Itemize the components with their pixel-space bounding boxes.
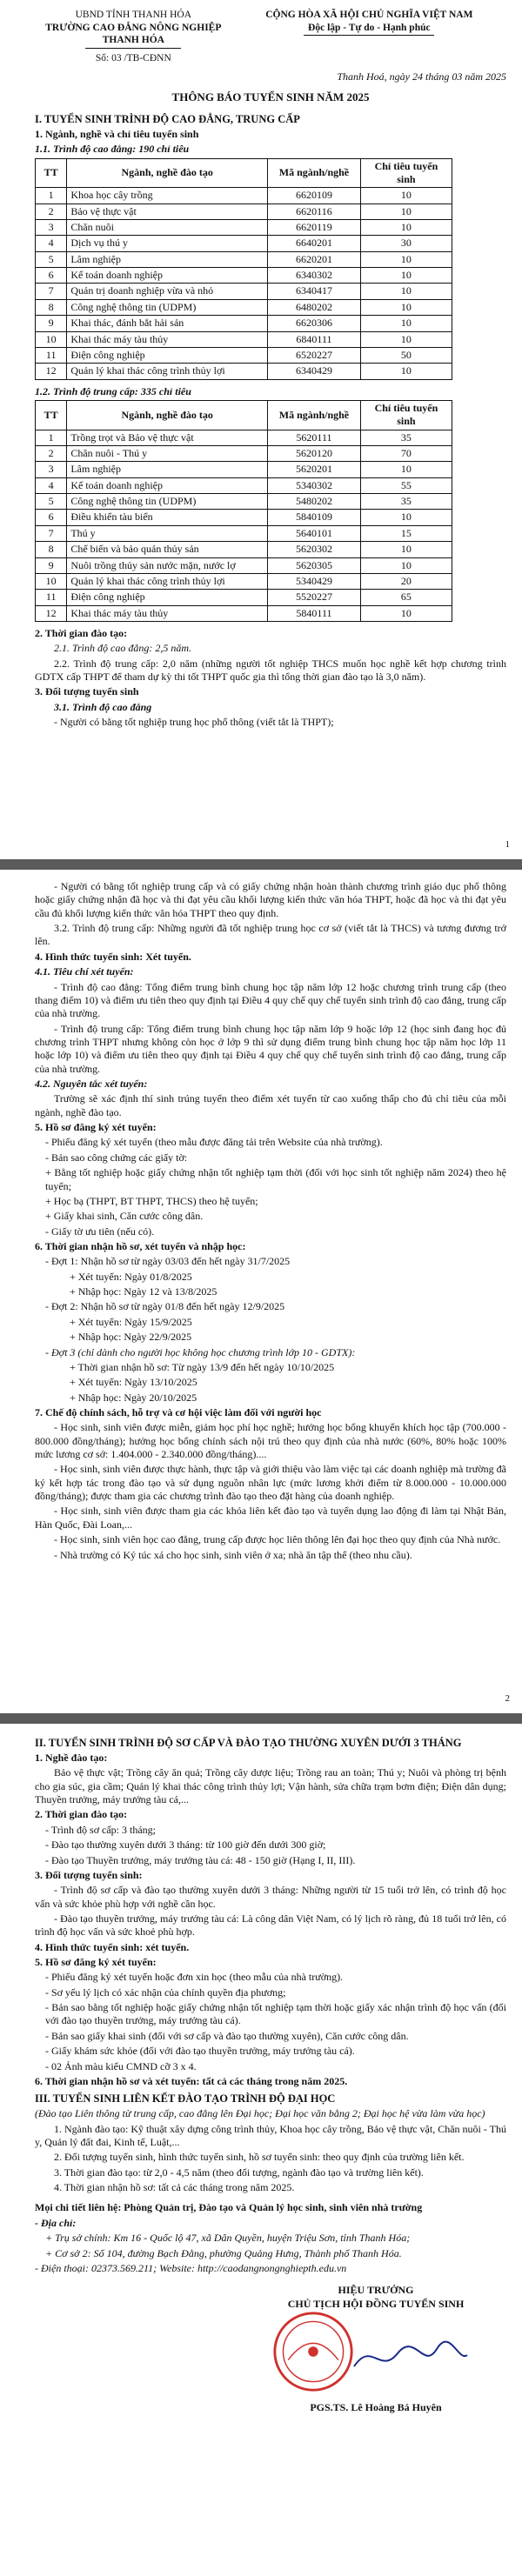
cell-ma: 5620111 [268, 430, 361, 445]
p2-para: - Học sinh, sinh viên học cao đẳng, trung cấp được học liên thông lên đại học theo quy định của Nhà nước. [54, 1533, 501, 1546]
table-row [36, 204, 452, 219]
cell-chitieu: 10 [360, 331, 452, 347]
col-chitieu: Chỉ tiêu tuyển sinh [360, 400, 452, 430]
p2-item: + Nhập học: Ngày 20/10/2025 [70, 1391, 197, 1404]
page-2 [0, 870, 522, 1713]
table-row [36, 590, 452, 605]
cell-ma: 5340429 [268, 573, 361, 589]
p3-para: - Đào tạo thuyền trưởng, máy trưởng tàu cá: Là công dân Việt Nam, có lý lịch rõ ràng, đủ 18 tuổi trở lên, có trình độ học vấn và sức khoẻ phù hợp. [35, 1912, 506, 1939]
document-title: THÔNG BÁO TUYỂN SINH NĂM 2025 [171, 90, 370, 104]
table-row [36, 525, 452, 541]
section-1-sub1: 1. Ngành, nghề và chỉ tiêu tuyển sinh [35, 127, 199, 140]
p2-item: - Bản sao công chứng các giấy tờ: [45, 1151, 188, 1164]
cell-nganh: Quản lý khai thác công trình thủy lợi [67, 364, 268, 379]
motto-rule [304, 35, 434, 36]
table-row [36, 477, 452, 493]
cell-chitieu: 10 [360, 542, 452, 557]
cell-chitieu: 10 [360, 510, 452, 525]
table-header-row [36, 400, 452, 430]
signature-block [35, 2284, 506, 2414]
p2-item: - Phiếu đăng ký xét tuyển (theo mẫu được đăng tải trên Website của nhà trường). [45, 1136, 383, 1149]
time-heading: 2. Thời gian đào tạo: [35, 627, 128, 639]
cell-tt: 11 [36, 347, 67, 363]
cell-chitieu: 10 [360, 299, 452, 315]
page-1 [0, 0, 522, 859]
cell-ma: 6620201 [268, 251, 361, 267]
cell-chitieu: 30 [360, 236, 452, 251]
cell-ma: 6340417 [268, 284, 361, 299]
cell-ma: 6340302 [268, 268, 361, 284]
p3-para: 3. Thời gian đào tạo: từ 2,0 - 4,5 năm (theo đối tượng, ngành đào tạo và trường liên kết). [54, 2166, 424, 2179]
cell-ma: 6480202 [268, 299, 361, 315]
cell-tt: 6 [36, 268, 67, 284]
signature-box [245, 2284, 506, 2414]
table-row [36, 494, 452, 510]
cell-ma: 5620120 [268, 446, 361, 462]
nation-title: CỘNG HÒA XÃ HỘI CHỦ NGHĨA VIỆT NAM [265, 10, 473, 20]
p2-para: - Học sinh, sinh viên được thực hành, thực tập và giới thiệu vào làm việc tại các doanh nghiệp mà trường đã ký kết hợp tác trong đào tạo và sử dụng nguồn nhân lực (mức lương khởi điểm từ 8.000.000 - 10.000.000 đồng/tháng); được tham gia các chương trình đào tạo theo đặt hàng của doanh nghiệp. [35, 1463, 506, 1503]
col-ma: Mã ngành/nghề [268, 158, 361, 188]
cell-chitieu: 65 [360, 590, 452, 605]
cell-tt: 12 [36, 364, 67, 379]
cell-tt: 12 [36, 605, 67, 621]
cell-chitieu: 35 [360, 494, 452, 510]
p2-item: + Giấy khai sinh, Căn cước công dân. [45, 1210, 204, 1223]
p3-heading: 2. Thời gian đào tạo: [35, 1808, 128, 1821]
cell-nganh: Khai thác máy tàu thủy [67, 605, 268, 621]
page-number: 1 [505, 838, 510, 850]
cell-nganh: Điều khiển tàu biển [67, 510, 268, 525]
p2-heading: 5. Hồ sơ đăng ký xét tuyển: [35, 1121, 157, 1134]
cell-ma: 5620302 [268, 542, 361, 557]
cell-tt: 5 [36, 251, 67, 267]
signer-subtitle: CHỦ TỊCH HỘI ĐỒNG TUYỂN SINH [287, 2297, 465, 2310]
website: Website: http://caodangnongnghiepth.edu.vn [159, 2261, 347, 2274]
p3-para: 4. Thời gian nhận hồ sơ: tất cả các tháng trong năm 2025. [54, 2181, 295, 2194]
address-heading: - Địa chỉ: [35, 2216, 77, 2229]
cell-chitieu: 10 [360, 557, 452, 573]
table-row [36, 542, 452, 557]
document-number: Số: 03 /TB-CĐNN [95, 53, 171, 64]
phone: - Điện thoại: 02373.569.211; [35, 2261, 157, 2274]
p2-item: + Xét tuyển: Ngày 13/10/2025 [70, 1376, 197, 1389]
cell-nganh: Lâm nghiệp [67, 251, 268, 267]
table-row [36, 573, 452, 589]
obj-cd: 3.1. Trình độ cao đẳng [54, 700, 152, 713]
official-seal-icon [271, 2310, 355, 2393]
p3-heading: 4. Hình thức tuyển sinh: xét tuyển. [35, 1940, 190, 1953]
p2-para: - Người có bằng tốt nghiệp trung cấp và có giấy chứng nhận hoàn thành chương trình giáo dục phổ thông hoặc giấy chứng nhận đã học và thi đạt yêu cầu khối lượng kiến thức văn hóa THPT, hoặc đã học và thi đạt yêu cầu đủ khối lượng kiến thức văn hóa THPT theo quy định. [35, 880, 506, 919]
time-tc: 2.2. Trình độ trung cấp: 2,0 năm (những người tốt nghiệp THCS muốn học nghề kết hợp chương trình GDTX cấp THPT để tham dự kỳ thi tốt THPT quốc gia thì tổng thời gian đào tạo là 3,0 năm). [35, 657, 506, 684]
cell-nganh: Nuôi trồng thủy sản nước mặn, nước lợ [67, 557, 268, 573]
page-number: 2 [505, 1692, 510, 1704]
section-1-sub12: 1.2. Trình độ trung cấp: 335 chỉ tiêu [35, 384, 191, 397]
p3-item: - Đào tạo Thuyền trưởng, máy trưởng tàu cá: 48 - 150 giờ (Hạng I, II, III). [45, 1853, 356, 1866]
cell-nganh: Thú y [67, 525, 268, 541]
p2-item: - Đợt 2: Nhận hồ sơ từ ngày 01/8 đến hết ngày 12/9/2025 [45, 1300, 285, 1313]
table-row [36, 446, 452, 462]
cell-nganh: Công nghệ thông tin (UDPM) [67, 494, 268, 510]
p2-item: + Thời gian nhận hồ sơ: Từ ngày 13/9 đến hết ngày 10/10/2025 [70, 1360, 335, 1373]
table-row [36, 557, 452, 573]
cell-nganh: Bảo vệ thực vật [67, 204, 268, 219]
signature-icon [350, 2336, 472, 2379]
cell-chitieu: 10 [360, 316, 452, 331]
p2-item: + Nhập học: Ngày 12 và 13/8/2025 [70, 1285, 218, 1298]
date-line: Thanh Hoá, ngày 24 tháng 03 năm 2025 [337, 70, 506, 83]
cell-nganh: Chế biến và bảo quản thủy sản [67, 542, 268, 557]
nation-motto: Độc lập - Tự do - Hạnh phúc [308, 22, 431, 33]
col-chitieu: Chỉ tiêu tuyển sinh [360, 158, 452, 188]
p3-heading: 1. Nghề đào tạo: [35, 1752, 108, 1764]
p2-heading: 6. Thời gian nhận hồ sơ, xét tuyển và nhập học: [35, 1239, 246, 1252]
table-row [36, 316, 452, 331]
p3-para: - Trình độ sơ cấp và đào tạo thường xuyên dưới 3 tháng: Những người từ 15 tuổi trở lên, có trình độ học vấn và sức khỏe phù hợp với nghề cần học. [35, 1884, 506, 1910]
cell-tt: 8 [36, 299, 67, 315]
cell-nganh: Công nghệ thông tin (UDPM) [67, 299, 268, 315]
cell-chitieu: 10 [360, 204, 452, 219]
p3-item: - Đào tạo thường xuyên dưới 3 tháng: từ 100 giờ đến dưới 300 giờ; [45, 1839, 326, 1852]
cell-ma: 6620116 [268, 204, 361, 219]
p2-heading: 7. Chế độ chính sách, hỗ trợ và cơ hội việc làm đối với người học [35, 1405, 322, 1418]
cell-tt: 11 [36, 590, 67, 605]
section-2-heading: II. TUYỂN SINH TRÌNH ĐỘ SƠ CẤP VÀ ĐÀO TẠO THƯỜNG XUYÊN DƯỚI 3 THÁNG [35, 1737, 462, 1749]
p3-para: 2. Đối tượng tuyển sinh, hình thức tuyển sinh, hồ sơ tuyển sinh: theo quy định của trường liên kết. [54, 2151, 465, 2164]
cell-nganh: Quản trị doanh nghiệp vừa và nhỏ [67, 284, 268, 299]
p3-para: 1. Ngành đào tạo: Kỹ thuật xây dựng công trình thủy, Khoa học cây trồng, Bảo vệ thực vật, Chăn nuôi - Thú y, Quản lý đất đai, Kinh tế, Luật,... [35, 2122, 506, 2148]
p2-item: + Học bạ (THPT, BT THPT, THCS) theo hệ tuyển; [45, 1194, 258, 1207]
cell-chitieu: 10 [360, 251, 452, 267]
p3-item: - Trình độ sơ cấp: 3 tháng; [45, 1823, 157, 1836]
cell-nganh: Khai thác, đánh bắt hải sản [67, 316, 268, 331]
cell-ma: 5520227 [268, 590, 361, 605]
cell-tt: 10 [36, 331, 67, 347]
cell-tt: 1 [36, 430, 67, 445]
cell-ma: 5620201 [268, 462, 361, 477]
table-row [36, 299, 452, 315]
p2-item: - Đợt 3 (chỉ dành cho người học không học chương trình lớp 10 - GDTX): [45, 1345, 356, 1358]
trung-cap-body [36, 430, 452, 621]
cell-nganh: Chăn nuôi [67, 220, 268, 236]
cell-tt: 5 [36, 494, 67, 510]
section-1-heading: I. TUYỂN SINH TRÌNH ĐỘ CAO ĐẲNG, TRUNG CẤP [35, 112, 300, 125]
cell-tt: 2 [36, 446, 67, 462]
cell-ma: 5640101 [268, 525, 361, 541]
p2-item: + Xét tuyển: Ngày 15/9/2025 [70, 1315, 192, 1328]
signer-name: PGS.TS. Lê Hoàng Bá Huyên [310, 2400, 442, 2413]
cell-nganh: Điện công nghiệp [67, 347, 268, 363]
org-block [35, 9, 232, 65]
cao-dang-body [36, 188, 452, 379]
p2-item: + Xét tuyển: Ngày 01/8/2025 [70, 1270, 192, 1283]
cell-nganh: Lâm nghiệp [67, 462, 268, 477]
cell-chitieu: 70 [360, 446, 452, 462]
p3-para: (Đào tạo Liên thông từ trung cấp, cao đẳng lên Đại học; Đại học văn bằng 2; Đại học hệ vừa làm vừa học) [35, 2107, 485, 2120]
cell-nganh: Chăn nuôi - Thú y [67, 446, 268, 462]
p2-item: - Giấy tờ ưu tiên (nếu có). [45, 1225, 155, 1238]
table-row [36, 284, 452, 299]
p2-item: + Nhập học: Ngày 22/9/2025 [70, 1331, 192, 1344]
cell-nganh: Dịch vụ thú y [67, 236, 268, 251]
cell-tt: 9 [36, 557, 67, 573]
obj-heading: 3. Đối tượng tuyển sinh [35, 685, 139, 698]
p2-para: - Nhà trường có Ký túc xá cho học sinh, sinh viên ở xa; nhà ăn tập thể (theo nhu cầu). [54, 1548, 412, 1561]
section-1-sub11: 1.1. Trình độ cao đẳng: 190 chỉ tiêu [35, 143, 190, 156]
table-row [36, 605, 452, 621]
cell-chitieu: 55 [360, 477, 452, 493]
page-3 [0, 1724, 522, 2576]
cell-nganh: Khoa học cây trồng [67, 188, 268, 204]
cell-nganh: Trồng trọt và Bảo vệ thực vật [67, 430, 268, 445]
document-header [35, 9, 506, 65]
cell-chitieu: 10 [360, 605, 452, 621]
cell-tt: 3 [36, 220, 67, 236]
address-2: + Cơ sở 2: Số 104, đường Bạch Đằng, phường Quảng Hưng, Thành phố Thanh Hóa. [45, 2246, 402, 2259]
cell-chitieu: 10 [360, 220, 452, 236]
table-row [36, 462, 452, 477]
cell-chitieu: 10 [360, 284, 452, 299]
p2-para: 3.2. Trình độ trung cấp: Những người đã tốt nghiệp trung học cơ sở (viết tắt là THCS) và tương đương trở lên. [35, 922, 506, 948]
cell-tt: 7 [36, 525, 67, 541]
cell-tt: 6 [36, 510, 67, 525]
cell-tt: 9 [36, 316, 67, 331]
p3-heading: 6. Thời gian nhận hồ sơ và xét tuyển: tất cả các tháng trong năm 2025. [35, 2074, 348, 2087]
cell-tt: 3 [36, 462, 67, 477]
p2-para: - Học sinh, sinh viên được miễn, giảm học phí học nghề; hưởng học bổng khuyến khích học tập (700.000 - 800.000 đồng/tháng); hưởng học bổng chính sách nội trú theo quy định của nhà nước (60%, 80% hoặc 100% mức lương cơ sở: 1.404.000 - 2.340.000 đồng/tháng).... [35, 1421, 506, 1461]
p3-item: - Giấy khám sức khỏe (đối với đào tạo thuyền trưởng, máy trưởng tàu cá). [45, 2045, 355, 2058]
col-nganh: Ngành, nghề đào tạo [67, 158, 268, 188]
table-row [36, 364, 452, 379]
cell-chitieu: 10 [360, 364, 452, 379]
cell-ma: 6620119 [268, 220, 361, 236]
cao-dang-table [35, 158, 452, 380]
table-row [36, 220, 452, 236]
obj-cd-text: - Người có bằng tốt nghiệp trung học phổ thông (viết tắt là THPT); [54, 716, 334, 729]
p2-heading: 4. Hình thức tuyển sinh: Xét tuyển. [35, 950, 191, 963]
cell-ma: 5620305 [268, 557, 361, 573]
cell-chitieu: 15 [360, 525, 452, 541]
col-tt: TT [36, 400, 67, 430]
p2-para: Trường sẽ xác định thí sinh trúng tuyển theo điểm xét tuyển từ cao xuống thấp cho đủ chỉ tiêu của mỗi ngành, nghề đào tạo. [35, 1092, 506, 1118]
table-row [36, 510, 452, 525]
p3-item: - Bản sao bằng tốt nghiệp hoặc giấy chứng nhận tốt nghiệp tạm thời hoặc giấy xác nhận trình độ học vấn (đối với đào tạo thuyền trưởng, máy trưởng tàu cá). [45, 2001, 506, 2027]
table-row [36, 430, 452, 445]
p2-para: - Trình độ trung cấp: Tổng điểm trung bình chung học tập năm lớp 9 hoặc lớp 12 (học sinh đang học đủ chương trình THPT nhưng không còn học ở lớp 9 thì sử dụng điểm trung bình chung học tập năm học lớp 11 hoặc lớp 10) và điểm ưu tiên theo quy định tại Điều 4 quy chế quy chế tuyển sinh trình độ cao đẳng, trung cấp của nhà trường. [35, 1022, 506, 1075]
cell-ma: 6340429 [268, 364, 361, 379]
p2-item: - Đợt 1: Nhận hồ sơ từ ngày 03/03 đến hết ngày 31/7/2025 [45, 1255, 291, 1268]
cell-ma: 6520227 [268, 347, 361, 363]
cell-ma: 6620306 [268, 316, 361, 331]
cell-ma: 6840111 [268, 331, 361, 347]
table-row [36, 236, 452, 251]
cell-chitieu: 35 [360, 430, 452, 445]
trung-cap-table [35, 400, 452, 622]
table-row [36, 268, 452, 284]
p3-heading: 3. Đối tượng tuyển sinh: [35, 1868, 143, 1881]
cell-tt: 8 [36, 542, 67, 557]
cell-nganh: Kế toán doanh nghiệp [67, 268, 268, 284]
cell-ma: 5840109 [268, 510, 361, 525]
p2-item: + Bằng tốt nghiệp hoặc giấy chứng nhận tốt nghiệp tạm thời (đối với học sinh tốt nghiệp năm 2024) theo hệ tuyển; [45, 1166, 506, 1192]
time-cd: 2.1. Trình độ cao đẳng: 2,5 năm. [54, 642, 192, 655]
p3-heading: 5. Hồ sơ đăng ký xét tuyển: [35, 1956, 157, 1969]
p2-para: - Trình độ cao đẳng: Tổng điểm trung bình chung học tập năm lớp 12 hoặc chương trình trung cấp (theo thang điểm 10) và điểm ưu tiên theo quy định tại Điều 4 quy chế quy chế tuyển sinh trình độ cao đẳng, trung cấp của nhà trường. [35, 980, 506, 1020]
signer-title: HIỆU TRƯỞNG [338, 2284, 414, 2297]
table-row [36, 188, 452, 204]
cell-tt: 10 [36, 573, 67, 589]
p2-heading: 4.2. Nguyên tắc xét tuyển: [35, 1078, 148, 1091]
cell-ma: 5340302 [268, 477, 361, 493]
cell-tt: 1 [36, 188, 67, 204]
cell-tt: 4 [36, 477, 67, 493]
p3-item: - Bản sao giấy khai sinh (đối với sơ cấp và đào tạo thường xuyên), Căn cước công dân. [45, 2029, 409, 2042]
table-header-row [36, 158, 452, 188]
cell-tt: 4 [36, 236, 67, 251]
table-row [36, 251, 452, 267]
cell-chitieu: 10 [360, 268, 452, 284]
cell-nganh: Quản lý khai thác công trình thủy lợi [67, 573, 268, 589]
section-3-heading: III. TUYỂN SINH LIÊN KẾT ĐÀO TẠO TRÌNH ĐỘ ĐẠI HỌC [35, 2092, 336, 2106]
contact-line: Mọi chi tiết liên hệ: Phòng Quản trị, Đào tạo và Quản lý học sinh, sinh viên nhà trường [35, 2201, 423, 2214]
cell-ma: 5480202 [268, 494, 361, 510]
org-parent: UBND TỈNH THANH HÓA [75, 10, 192, 20]
col-ma: Mã ngành/nghề [268, 400, 361, 430]
cell-ma: 6620109 [268, 188, 361, 204]
p2-para: - Học sinh, sinh viên được tham gia các khóa liên kết đào tạo và tuyển dụng lao động đi làm tại Nhật Bản, Hàn Quốc, Đài Loan,... [35, 1505, 506, 1531]
table-row [36, 331, 452, 347]
cell-ma: 5840111 [268, 605, 361, 621]
p2-heading: 4.1. Tiêu chí xét tuyển: [35, 965, 134, 978]
org-name-1: TRƯỜNG CAO ĐẲNG NÔNG NGHIỆP [45, 22, 222, 33]
p3-item: - Sơ yếu lý lịch có xác nhận của chính quyền địa phương; [45, 1985, 286, 1999]
org-rule [85, 48, 181, 49]
cell-chitieu: 50 [360, 347, 452, 363]
cell-nganh: Kế toán doanh nghiệp [67, 477, 268, 493]
phone-line [35, 2262, 506, 2275]
nation-block [232, 9, 506, 65]
p3-item: - 02 Ảnh màu kiểu CMND cỡ 3 x 4. [45, 2059, 197, 2072]
p3-para: Bảo vệ thực vật; Trồng cây ăn quả; Trồng cây dược liệu; Trồng rau an toàn; Thú y; Nuôi và phòng trị bệnh cho gia súc, gia cầm; Quản lý khai thác công trình thủy lợi; Vận hành, sửa chữa trạm bơm điện; Điện dân dụng; Thuyền trưởng, máy trưởng tàu cá,... [35, 1766, 506, 1806]
col-nganh: Ngành, nghề đào tạo [67, 400, 268, 430]
cell-chitieu: 10 [360, 188, 452, 204]
cell-nganh: Khai thác máy tàu thủy [67, 331, 268, 347]
cell-chitieu: 20 [360, 573, 452, 589]
cell-nganh: Điện công nghiệp [67, 590, 268, 605]
cell-tt: 7 [36, 284, 67, 299]
org-name-2: THANH HÓA [102, 35, 164, 46]
p3-item: - Phiếu đăng ký xét tuyển hoặc đơn xin học (theo mẫu của nhà trường). [45, 1971, 344, 1984]
address-1: + Trụ sở chính: Km 16 - Quốc lộ 47, xã Dân Quyền, huyện Triệu Sơn, tỉnh Thanh Hóa; [45, 2232, 411, 2245]
col-tt: TT [36, 158, 67, 188]
cell-ma: 6640201 [268, 236, 361, 251]
cell-tt: 2 [36, 204, 67, 219]
cell-chitieu: 10 [360, 462, 452, 477]
table-row [36, 347, 452, 363]
